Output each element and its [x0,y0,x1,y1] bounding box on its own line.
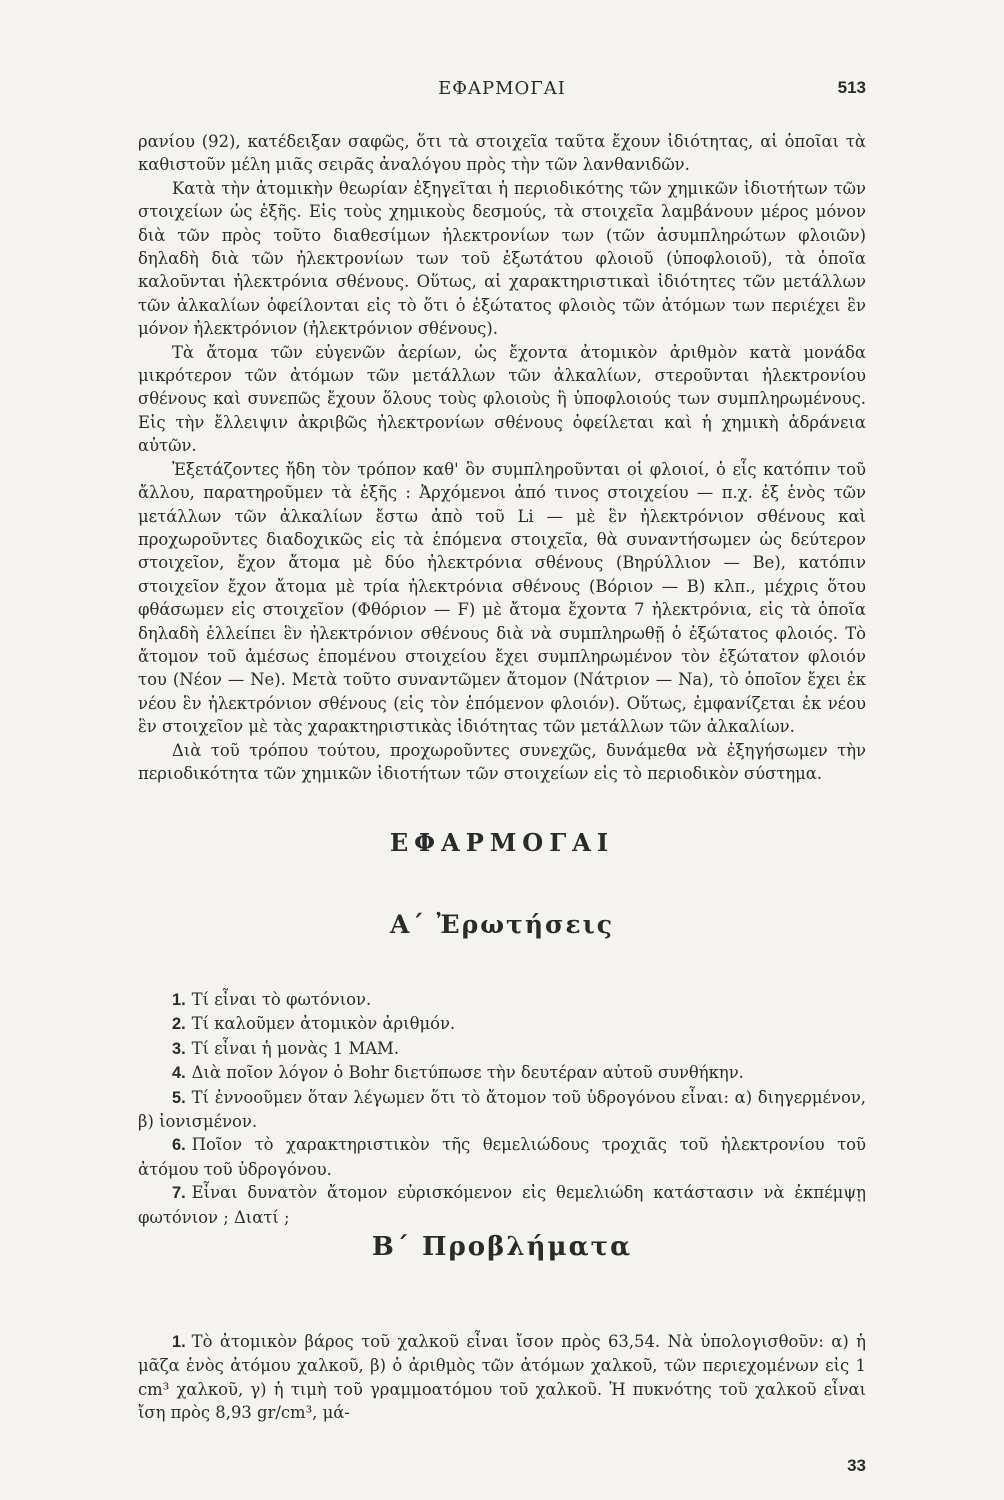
question-text: Ποῖον τὸ χαρακτηριστικὸν τῆς θεμελιώδους τροχιᾶς τοῦ ἠλεκτρονίου τοῦ ἀτόμου τοῦ ὑδρογόνου. [138,1135,866,1179]
question-item [138,988,866,1012]
question-number: 6. [172,1136,186,1155]
question-number: 2. [172,1015,186,1034]
paragraph: Διὰ τοῦ τρόπου τούτου, προχωροῦντες συνεχῶς, δυνάμεθα νὰ ἐξηγήσωμεν τὴν περιοδικότητα τῶν χημικῶν ἰδιοτήτων τῶν στοιχείων εἰς τὸ περιοδικὸν σύστημα. [138,740,866,783]
page-number: 513 [837,78,866,97]
question-number: 3. [172,1039,186,1058]
paragraph: Τὰ ἄτομα τῶν εὐγενῶν ἀερίων, ὡς ἔχοντα ἀτομικὸν ἀριθμὸν κατὰ μονάδα μικρότερον τῶν ἀτόμων τῶν μετάλλων τῶν ἀλκαλίων, στεροῦνται ἠλεκτρονίου σθένους καὶ συνεπῶς ἔχουν ὅλους τοὺς φλοιοὺς ἢ ὑποφλοιούς των συμπληρωμένους. Εἰς τὴν ἔλλειψιν ἀκριβῶς ἠλεκτρονίων σθένους ὀφείλεται καὶ ἡ χημικὴ ἀδράνεια αὐτῶν. [138,342,866,456]
questions-list [138,988,866,1229]
problem-item [138,1330,866,1425]
problems-list [138,1330,866,1425]
question-item [138,1012,866,1036]
question-text: Τί καλοῦμεν ἀτομικὸν ἀριθμόν. [191,1014,456,1034]
paragraph: ρανίου (92), κατέδειξαν σαφῶς, ὅτι τὰ στοιχεῖα ταῦτα ἔχουν ἰδιότητας, αἱ ὁποῖαι τὰ καθιστοῦν μέλη μιᾶς σειρᾶς ἀναλόγου πρὸς τὴν τῶν λανθανιδῶν. [138,132,866,175]
paragraph: Κατὰ τὴν ἀτομικὴν θεωρίαν ἐξηγεῖται ἡ περιοδικότης τῶν χημικῶν ἰδιοτήτων τῶν στοιχείων ὡς ἑξῆς. Εἰς τοὺς χημικοὺς δεσμούς, τὰ στοιχεῖα λαμβάνουν μέρος μόνον διὰ τῶν πρὸς τοῦτο διαθεσίμων ἠλεκτρονίων των (τῶν ἀσυμπληρώτων φλοιῶν) δηλαδὴ διὰ τῶν ἠλεκτρονίων των τοῦ ἐξωτάτου φλοιοῦ (ὑποφλοιοῦ), τὰ ὁποῖα καλοῦνται ἠλεκτρόνια σθένους. Οὕτως, αἱ χαρακτηριστικαὶ ἰδιότητες τῶν μετάλλων τῶν ἀλκαλίων ὀφείλονται εἰς τὸ ὅτι ὁ ἐξώτατος φλοιὸς τῶν ἀτόμων των περιέχει ἓν μόνον ἠλεκτρόνιον (ἠλεκτρόνιον σθένους). [138,178,866,339]
running-head: ΕΦΑΡΜΟΓΑΙ [438,78,566,99]
question-number: 7. [172,1184,186,1203]
question-item [138,1133,866,1181]
question-number: 5. [172,1088,186,1107]
question-text: Τί εἶναι τὸ φωτόνιον. [191,990,372,1009]
problem-number: 1. [172,1333,186,1351]
question-number: 4. [172,1064,186,1083]
question-text: Διὰ ποῖον λόγον ὁ Bohr διετύπωσε τὴν δευτέραν αὐτοῦ συνθήκην. [191,1063,744,1083]
body-text [138,130,866,785]
problem-text: Τὸ ἀτομικὸν βάρος τοῦ χαλκοῦ εἶναι ἴσον πρὸς 63,54. Νὰ ὑπολογισθοῦν: α) ἡ μᾶζα ἑνὸς ἀτόμου χαλκοῦ, β) ὁ ἀριθμὸς τῶν ἀτόμων χαλκοῦ, τῶν περιεχομένων εἰς 1 cm³ χαλκοῦ, γ) ἡ τιμὴ τοῦ γραμμοατόμου τοῦ χαλκοῦ. Ἡ πυκνότης τοῦ χαλκοῦ εἶναι ἴση πρὸς 8,93 gr/cm³, μά- [138,1332,866,1423]
question-number: 1. [172,991,186,1009]
question-item [138,1181,866,1229]
question-item [138,1061,866,1085]
question-item [138,1086,866,1134]
section-title-questions: Α΄ Ἐρωτήσεις [390,910,614,939]
question-text: Τί ἐννοοῦμεν ὅταν λέγωμεν ὅτι τὸ ἄτομον τοῦ ὑδρογόνου εἶναι: α) διηγερμένον, β) ἰονισμένον. [138,1087,866,1132]
question-item [138,1037,866,1061]
question-text: Εἶναι δυνατὸν ἄτομον εὑρισκόμενον εἰς θεμελιώδη κατάστασιν νὰ ἐκπέμψῃ φωτόνιον ; Διατί ; [138,1183,866,1227]
section-title-applications: ΕΦΑΡΜΟΓΑΙ [389,828,615,857]
signature-number: 33 [847,1456,866,1475]
paragraph: Ἐξετάζοντες ἤδη τὸν τρόπον καθ' ὃν συμπληροῦνται οἱ φλοιοί, ὁ εἷς κατόπιν τοῦ ἄλλου, παρατηροῦμεν τὰ ἑξῆς : Ἀρχόμενοι ἀπό τινος στοιχείου — π.χ. ἐξ ἑνὸς τῶν μετάλλων τῶν ἀλκαλίων ἔστω ἀπὸ τοῦ Li — μὲ ἓν ἠλεκτρόνιον σθένους καὶ προχωροῦντες διαδοχικῶς εἰς τὰ ἑπόμενα στοιχεῖα, θὰ συναντήσωμεν ὡς δεύτερον στοιχεῖον, ἔχον ἄτομα μὲ δύο ἠλεκτρόνια σθένους (Βηρύλλιον — Be), κατόπιν στοιχεῖον ἔχον ἄτομα μὲ τρία ἠλεκτρόνια σθένους (Βόριον — B) κλπ., μέχρις ὅτου φθάσωμεν εἰς στοιχεῖον (Φθόριον — F) μὲ ἄτομα ἔχοντα 7 ἠλεκτρόνια, εἰς τὰ ὁποῖα δηλαδὴ ἐλλείπει ἓν ἠλεκτρόνιον σθένους διὰ νὰ συμπληρωθῇ ὁ ἐξώτατος φλοιός. Τὸ ἄτομον τοῦ ἀμέσως ἑπομένου στοιχείου ἔχει συμπληρωμένον τὸν ἐξώτατον φλοιόν του (Νέον — Ne). Μετὰ τοῦτο συναντῶμεν ἄτομον (Νάτριον — Na), τὸ ὁποῖον ἔχει ἐκ νέου ἓν ἠλεκτρόνιον σθένους (εἰς τὸν ἑπόμενον φλοιόν). Οὕτως, ἐμφανίζεται ἐκ νέου ἓν στοιχεῖον μὲ τὰς χαρακτηριστικὰς ἰδιότητας τῶν μετάλλων τῶν ἀλκαλίων. [138,459,866,737]
question-text: Τί εἶναι ἡ μονὰς 1 ΜΑΜ. [191,1038,400,1058]
section-title-problems: Β΄ Προβλήματα [371,1232,633,1262]
